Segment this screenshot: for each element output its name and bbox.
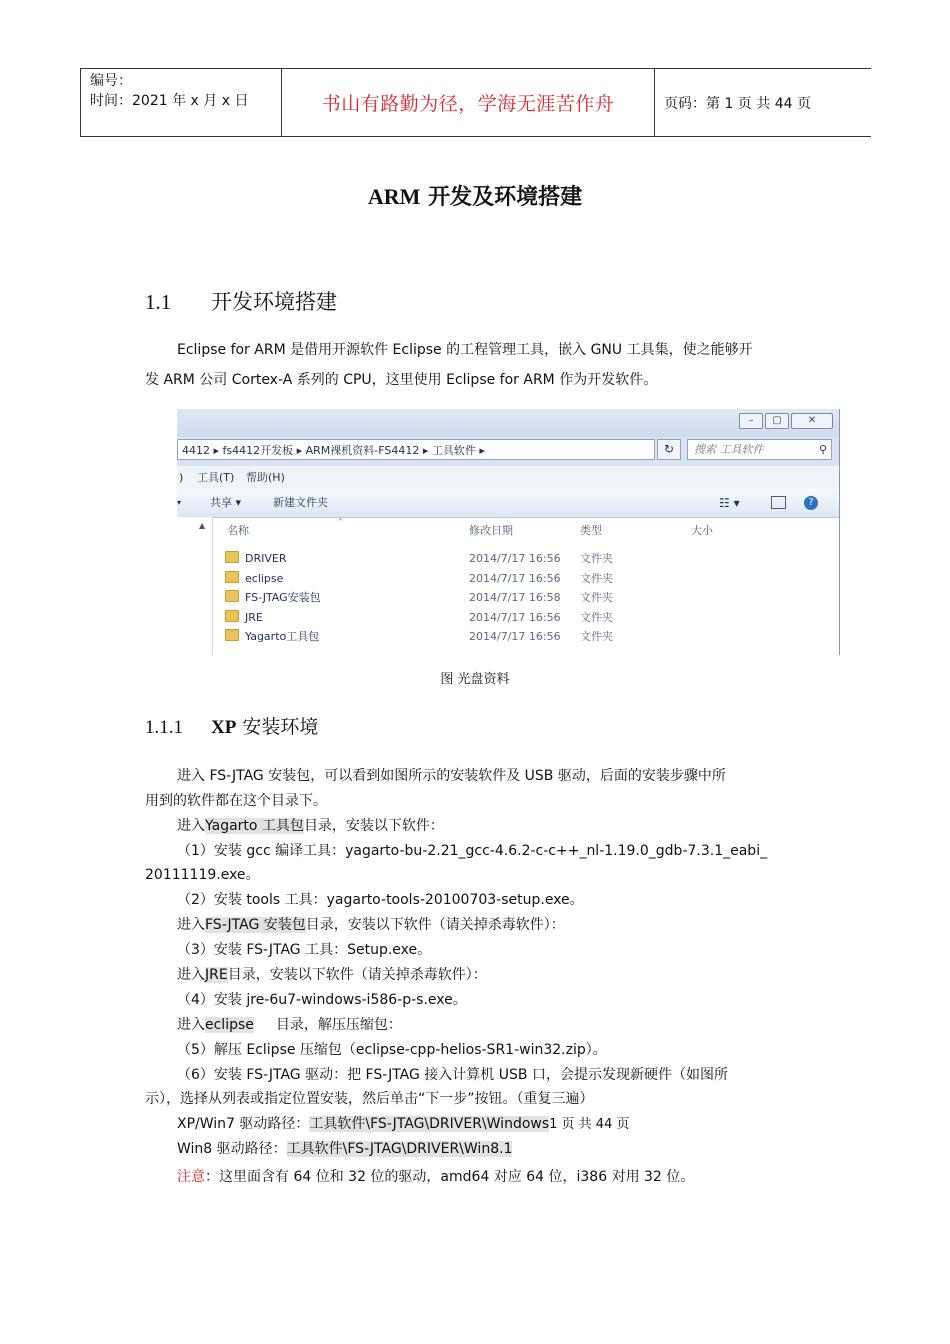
file-date: 2014/7/17 16:56 xyxy=(469,571,561,585)
figure-caption: 图 光盘资料 xyxy=(440,672,510,687)
body-p2: 进入Yagarto 工具包目录，安装以下软件： xyxy=(177,818,444,834)
sort-arrow-icon: ^ xyxy=(337,517,344,526)
file-name: DRIVER xyxy=(245,552,287,565)
section-heading: 1.1 开发环境搭建 xyxy=(145,290,337,314)
body-p13: Win8 驱动路径：工具软件\FS-JTAG\DRIVER\Win8.1 xyxy=(177,1141,513,1157)
body-p8: （4）安装 jre-6u7-windows-i586-p-s.exe。 xyxy=(177,992,467,1008)
body-p1-line1: 进入 FS-JTAG 安装包，可以看到如图所示的安装软件及 USB 驱动，后面的安装步骤中所 xyxy=(177,768,726,784)
intro-line-2: 发 ARM 公司 Cortex-A 系列的 CPU，这里使用 Eclipse for ARM 作为开发软件。 xyxy=(145,372,658,388)
body-p3-line1: （1）安装 gcc 编译工具：yagarto-bu-2.21_gcc-4.6.2-c-c++_nl-1.19.0_gdb-7.3.1_eabi_ xyxy=(177,843,768,859)
file-type: 文件夹 xyxy=(580,591,613,604)
highlight-driver-windows: 工具软件\FS-JTAG\DRIVER\Windows xyxy=(309,1116,550,1132)
menu-help[interactable]: 帮助(H) xyxy=(246,471,285,484)
close-button[interactable]: ✕ xyxy=(791,413,833,429)
file-type: 文件夹 xyxy=(580,610,613,624)
search-icon: ⚲ xyxy=(818,443,827,456)
serial-label: 编号： xyxy=(90,73,132,89)
document-title: ARM 开发及环境搭建 xyxy=(367,184,583,210)
body-p1-line2: 用到的软件都在这个目录下。 xyxy=(145,793,327,809)
column-date[interactable]: 修改日期 xyxy=(469,524,513,537)
menu-bar: ) 工具(T) 帮助(H) xyxy=(177,466,839,489)
folder-icon xyxy=(225,590,239,602)
search-input[interactable]: 搜索 工具软件 ⚲ xyxy=(687,439,832,460)
page-header-table xyxy=(80,68,871,137)
refresh-icon[interactable]: ↻ xyxy=(657,439,681,460)
footer-page-overlap: 1 页 共 44 页 xyxy=(549,1117,630,1132)
folder-icon xyxy=(225,610,239,622)
file-date: 2014/7/17 16:56 xyxy=(469,610,561,624)
body-p10: （5）解压 Eclipse 压缩包（eclipse-cpp-helios-SR1-win32.zip）。 xyxy=(177,1042,607,1058)
body-p5: 进入FS-JTAG 安装包目录，安装以下软件（请关掉杀毒软件）： xyxy=(177,917,565,933)
header-page-info: 页码：第 1 页 共 44 页 xyxy=(664,95,811,112)
folder-icon xyxy=(225,551,239,563)
body-p6: （3）安装 FS-JTAG 工具：Setup.exe。 xyxy=(177,942,432,958)
minimize-button[interactable]: – xyxy=(739,413,763,429)
help-icon[interactable]: ? xyxy=(804,496,818,510)
file-type: 文件夹 xyxy=(580,571,613,585)
share-button[interactable]: 共享 ▾ xyxy=(210,496,242,509)
highlight-fsjtag: FS-JTAG 安装包 xyxy=(205,917,306,933)
file-name: eclipse xyxy=(245,571,284,585)
explorer-screenshot xyxy=(177,409,840,655)
file-type: 文件夹 xyxy=(580,630,613,643)
body-p11-line2: 示），选择从列表或指定位置安装，然后单击“下一步”按钮。（重复三遍） xyxy=(145,1091,594,1107)
highlight-eclipse: eclipse xyxy=(205,1017,254,1033)
column-size[interactable]: 大小 xyxy=(691,524,713,537)
view-options-icon[interactable]: ☷ ▾ xyxy=(719,496,740,510)
header-meta-cell xyxy=(81,69,282,136)
breadcrumb[interactable]: 4412 ▸ fs4412开发板 ▸ ARM裸机资料-FS4412 ▸ 工具软件 ▸ xyxy=(177,439,655,460)
scroll-up-icon[interactable]: ▲ xyxy=(199,521,206,530)
overflow-icon[interactable]: ▾ xyxy=(177,498,182,507)
body-p14: 注意：这里面含有 64 位和 32 位的驱动，amd64 对应 64 位，i386 对用 32 位。 xyxy=(177,1169,695,1185)
file-name: JRE xyxy=(245,610,263,624)
highlight-yagarto: Yagarto 工具包 xyxy=(205,818,304,834)
file-type: 文件夹 xyxy=(580,552,613,565)
folder-icon xyxy=(225,629,239,641)
file-name: FS-JTAG安装包 xyxy=(245,591,321,604)
address-bar-row xyxy=(177,437,839,466)
intro-line-1: Eclipse for ARM 是借用开源软件 Eclipse 的工程管理工具，嵌入 GNU 工具集，使之能够开 xyxy=(177,342,753,358)
subsection-heading: 1.1.1 XP 安装环境 xyxy=(145,716,319,738)
highlight-jre: JRE xyxy=(205,967,228,983)
window-titlebar xyxy=(177,409,839,437)
navigation-pane[interactable] xyxy=(177,517,213,655)
body-p7: 进入JRE目录，安装以下软件（请关掉杀毒软件）： xyxy=(177,967,487,983)
preview-pane-icon[interactable] xyxy=(771,496,786,509)
body-p11-line1: （6）安装 FS-JTAG 驱动：把 FS-JTAG 接入计算机 USB 口，会提示发现新硬件（如图所 xyxy=(177,1067,728,1083)
maximize-button[interactable]: ▢ xyxy=(765,413,789,429)
menu-tools[interactable]: 工具(T) xyxy=(197,471,235,484)
body-p4: （2）安装 tools 工具：yagarto-tools-20100703-setup.exe。 xyxy=(177,892,584,908)
file-date: 2014/7/17 16:56 xyxy=(469,630,561,643)
column-name[interactable]: 名称 xyxy=(227,524,249,537)
header-motto: 书山有路勤为径，学海无涯苦作舟 xyxy=(282,69,655,136)
file-date: 2014/7/17 16:56 xyxy=(469,552,561,565)
command-toolbar xyxy=(177,489,839,518)
file-name: Yagarto工具包 xyxy=(245,630,320,643)
highlight-driver-win8: 工具软件\FS-JTAG\DRIVER\Win8.1 xyxy=(286,1141,513,1157)
new-folder-button[interactable]: 新建文件夹 xyxy=(273,496,328,509)
file-date: 2014/7/17 16:58 xyxy=(469,591,561,604)
folder-icon xyxy=(225,571,239,583)
body-p12: XP/Win7 驱动路径：工具软件\FS-JTAG\DRIVER\Windows1 页 共 44 页 xyxy=(177,1116,630,1132)
column-type[interactable]: 类型 xyxy=(580,524,602,537)
body-p3-line2: 20111119.exe。 xyxy=(145,867,260,883)
body-p9: 进入eclipse 目录，解压压缩包： xyxy=(177,1017,402,1033)
time-label: 时间：2021 年 x 月 x 日 xyxy=(90,93,249,109)
note-label: 注意 xyxy=(177,1169,205,1185)
